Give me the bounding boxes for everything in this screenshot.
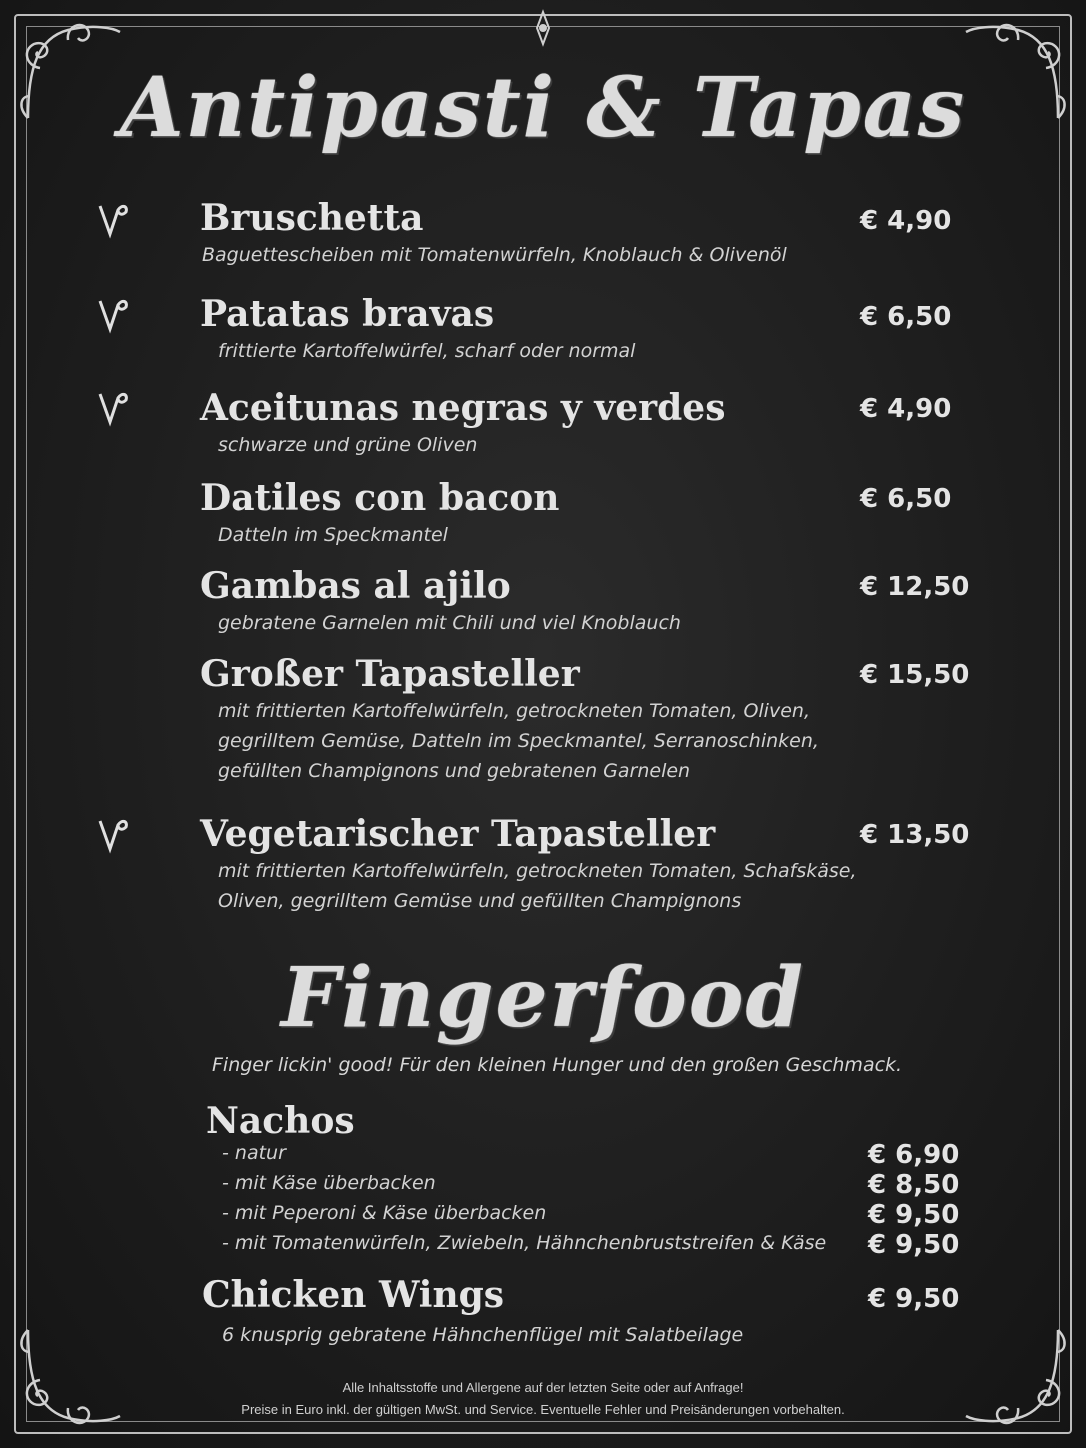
footer-price-note: Preise in Euro inkl. der gültigen MwSt. und Service. Eventuelle Fehler und Preisänderungen vorbehalten.	[241, 1402, 845, 1417]
vegetarian-icon	[92, 388, 132, 428]
diamond-ornament-icon	[523, 8, 563, 48]
item-name: Aceitunas negras y verdes	[200, 387, 726, 429]
vegetarian-icon	[92, 295, 132, 335]
footer-allergen-note: Alle Inhaltsstoffe und Allergene auf der letzten Seite oder auf Anfrage!	[342, 1380, 744, 1395]
item-price: € 4,90	[860, 206, 952, 236]
item-price: € 6,50	[860, 302, 952, 332]
item-description: gebratene Garnelen mit Chili und viel Knoblauch	[218, 612, 681, 634]
item-description: frittierte Kartoffelwürfel, scharf oder normal	[218, 340, 636, 362]
item-name: Datiles con bacon	[200, 477, 560, 519]
item-description-line: mit frittierten Kartoffelwürfeln, getrockneten Tomaten, Schafskäse,	[218, 860, 857, 882]
menu-item	[200, 292, 960, 366]
item-description-line: Oliven, gegrilltem Gemüse und gefüllten Champignons	[218, 890, 742, 912]
item-price: € 9,50	[868, 1284, 960, 1314]
section-title-fingerfood: Fingerfood	[281, 950, 805, 1046]
menu-item	[200, 386, 960, 460]
option-label: - mit Peperoni & Käse überbacken	[222, 1202, 547, 1224]
item-price: € 13,50	[860, 820, 970, 850]
menu-item	[200, 812, 960, 916]
item-description: Baguettescheiben mit Tomatenwürfeln, Knoblauch & Olivenöl	[202, 244, 787, 266]
item-name: Vegetarischer Tapasteller	[200, 813, 716, 855]
item-description: schwarze und grüne Oliven	[218, 434, 478, 456]
option-label: - mit Tomatenwürfeln, Zwiebeln, Hähnchenbruststreifen & Käse	[222, 1232, 827, 1254]
section-tagline: Finger lickin' good! Für den kleinen Hunger und den großen Geschmack.	[212, 1054, 903, 1076]
item-description-line: gegrilltem Gemüse, Datteln im Speckmantel, Serranoschinken,	[218, 730, 819, 752]
menu-item	[200, 196, 960, 270]
item-description: 6 knusprig gebratene Hähnchenflügel mit Salatbeilage	[222, 1324, 744, 1346]
item-price: € 12,50	[860, 572, 970, 602]
item-name: Großer Tapasteller	[200, 653, 580, 695]
option-price: € 6,90	[868, 1140, 960, 1170]
menu-item	[200, 564, 960, 638]
vegetarian-icon	[92, 200, 132, 240]
menu-item	[200, 652, 960, 786]
item-name: Bruschetta	[200, 197, 424, 239]
item-price: € 4,90	[860, 394, 952, 424]
nacho-option	[222, 1172, 982, 1202]
nacho-option	[222, 1232, 982, 1262]
option-price: € 9,50	[868, 1200, 960, 1230]
option-price: € 9,50	[868, 1230, 960, 1260]
item-price: € 6,50	[860, 484, 952, 514]
item-name: Chicken Wings	[202, 1274, 505, 1316]
item-name: Gambas al ajilo	[200, 565, 511, 607]
item-description-line: mit frittierten Kartoffelwürfeln, getrockneten Tomaten, Oliven,	[218, 700, 810, 722]
item-price: € 15,50	[860, 660, 970, 690]
section-title-antipasti: Antipasti & Tapas	[120, 60, 966, 156]
menu-item	[200, 476, 960, 550]
nacho-option	[222, 1142, 982, 1172]
option-price: € 8,50	[868, 1170, 960, 1200]
nacho-option	[222, 1202, 982, 1232]
item-description: Datteln im Speckmantel	[218, 524, 448, 546]
item-name: Nachos	[206, 1100, 355, 1142]
vegetarian-icon	[92, 815, 132, 855]
item-name: Patatas bravas	[200, 293, 495, 335]
option-label: - natur	[222, 1142, 286, 1164]
option-label: - mit Käse überbacken	[222, 1172, 436, 1194]
item-description-line: gefüllten Champignons und gebratenen Garnelen	[218, 760, 691, 782]
